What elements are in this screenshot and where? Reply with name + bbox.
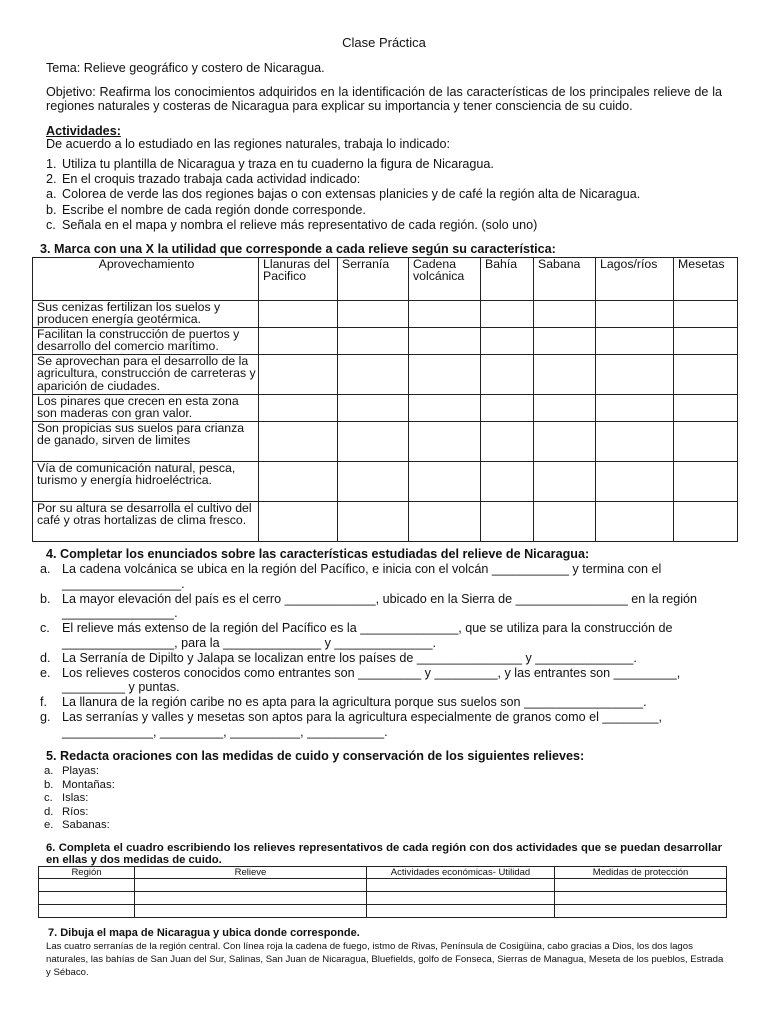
answer-cell[interactable] (481, 301, 534, 328)
answer-cell[interactable] (259, 502, 338, 542)
column-header: Cadena volcánica (409, 258, 481, 301)
table-row (39, 879, 727, 892)
answer-cell[interactable] (481, 328, 534, 355)
table-row (33, 328, 738, 355)
answer-cell[interactable] (409, 395, 481, 422)
column-header: Aprovechamiento (33, 258, 259, 301)
list-item: b. Escribe el nombre de cada región donde corresponde. (46, 202, 366, 217)
table-header-row (33, 258, 738, 301)
answer-cell[interactable] (338, 502, 409, 542)
answer-cell[interactable] (39, 879, 135, 892)
column-header: Mesetas (674, 258, 738, 301)
answer-cell[interactable] (534, 502, 596, 542)
row-description: Vía de comunicación natural, pesca, turismo y energía hidroeléctrica. (33, 462, 259, 502)
table-row (39, 905, 727, 918)
row-description: Los pinares que crecen en esta zona son maderas con gran valor. (33, 395, 259, 422)
section-4-heading: 4. Completar los enunciados sobre las características estudiadas del relieve de Nicaragua: (46, 547, 590, 561)
section-3-heading: 3. Marca con una X la utilidad que corresponde a cada relieve según su característica: (40, 242, 556, 256)
answer-cell[interactable] (135, 905, 367, 918)
answer-cell[interactable] (259, 355, 338, 395)
answer-cell[interactable] (674, 395, 738, 422)
list-item: d. Ríos: (44, 805, 89, 818)
column-header: Lagos/ríos (596, 258, 674, 301)
section-4-list (40, 562, 730, 740)
answer-cell[interactable] (596, 395, 674, 422)
page-title: Clase Práctica (342, 35, 426, 50)
column-header: Llanuras del Pacifico (259, 258, 338, 301)
table-row (33, 355, 738, 395)
column-header: Serranía (338, 258, 409, 301)
answer-cell[interactable] (259, 395, 338, 422)
table-row (33, 462, 738, 502)
row-description: Por su altura se desarrolla el cultivo del café y otras hortalizas de clima fresco. (33, 502, 259, 542)
list-item: e. Los relieves costeros conocidos como entrantes son _________ y _________, y las entrantes son _________, _________ y puntas. (40, 665, 681, 695)
table-row (33, 502, 738, 542)
answer-cell[interactable] (674, 502, 738, 542)
answer-cell[interactable] (674, 462, 738, 502)
row-description: Sus cenizas fertilizan los suelos y producen energía geotérmica. (33, 301, 259, 328)
table-header-row (39, 867, 727, 879)
answer-cell[interactable] (534, 395, 596, 422)
answer-cell[interactable] (596, 301, 674, 328)
answer-cell[interactable] (534, 328, 596, 355)
answer-cell[interactable] (596, 328, 674, 355)
table-row (33, 395, 738, 422)
list-item: b. Montañas: (44, 778, 115, 791)
row-description: Son propicias sus suelos para crianza de ganado, sirven de limites (33, 422, 259, 462)
answer-cell[interactable] (338, 422, 409, 462)
answer-cell[interactable] (534, 355, 596, 395)
section-5-list (44, 765, 115, 833)
answer-cell[interactable] (481, 355, 534, 395)
list-item: a. Colorea de verde las dos regiones bajas o con extensas planicies y de café la región alta de Nicaragua. (46, 187, 641, 202)
answer-cell[interactable] (338, 301, 409, 328)
column-header: Relieve (135, 867, 367, 879)
answer-cell[interactable] (409, 301, 481, 328)
list-item: c. Islas: (44, 792, 89, 804)
list-item: f. La llanura de la región caribe no es apta para la agricultura porque sus suelos son _________________. (40, 695, 647, 710)
instruccion-line: De acuerdo a lo estudiado en las regiones naturales, trabaja lo indicado: (46, 137, 450, 151)
section-7-heading: 7. Dibuja el mapa de Nicaragua y ubica donde corresponde. (48, 927, 360, 939)
answer-cell[interactable] (259, 328, 338, 355)
region-table (38, 866, 727, 918)
answer-cell[interactable] (555, 892, 727, 905)
answer-cell[interactable] (674, 301, 738, 328)
actividades-label: Actividades: (46, 124, 121, 138)
section-7-text: Las cuatro serranías de la región central. Con línea roja la cadena de fuego, istmo de Rivas, Península de Cosigüina, cabo gracias a Dios, los dos lagos naturales, las bahías de San Juan del Sur, Salinas, San Juan de Nicaragua, Bluefields, golfo de Fonseca, Sierras de Managua, Meseta de los pueblos, Estrada y Sébaco. (46, 941, 724, 978)
list-item: g. Las serranías y valles y mesetas son aptos para la agricultura especialmente de granos como el ________, _____________, _________, __________, ___________. (40, 709, 662, 739)
list-item: c. El relieve más extenso de la región del Pacífico es la ______________, que se utiliza para la construcción de ________________, para la ______________ y ______________. (40, 621, 673, 650)
answer-cell[interactable] (555, 905, 727, 918)
answer-cell[interactable] (135, 879, 367, 892)
column-header: Medidas de protección (555, 867, 727, 879)
answer-cell[interactable] (596, 502, 674, 542)
table-row (39, 892, 727, 905)
answer-cell[interactable] (674, 328, 738, 355)
answer-cell[interactable] (534, 462, 596, 502)
answer-cell[interactable] (367, 879, 555, 892)
column-header: Región (39, 867, 135, 879)
answer-cell[interactable] (409, 502, 481, 542)
table-row (33, 422, 738, 462)
answer-cell[interactable] (39, 905, 135, 918)
objetivo-paragraph: Objetivo: Reafirma los conocimientos adquiridos en la identificación de las características de los principales relieve de la regiones naturales y costeras de Nicaragua para explicar su importancia y tener consciencia de su cuido. (46, 85, 722, 113)
answer-cell[interactable] (409, 462, 481, 502)
list-item: d. La Serranía de Dipilto y Jalapa se localizan entre los países de _______________ y ______________. (40, 650, 637, 665)
answer-cell[interactable] (367, 905, 555, 918)
answer-cell[interactable] (481, 422, 534, 462)
answer-cell[interactable] (596, 355, 674, 395)
tema-line: Tema: Relieve geográfico y costero de Nicaragua. (46, 61, 325, 75)
answer-cell[interactable] (674, 422, 738, 462)
answer-cell[interactable] (409, 355, 481, 395)
utility-table (32, 257, 738, 542)
answer-cell[interactable] (39, 892, 135, 905)
row-description: Facilitan la construcción de puertos y desarrollo del comercio marítimo. (33, 328, 259, 355)
answer-cell[interactable] (259, 462, 338, 502)
answer-cell[interactable] (409, 422, 481, 462)
column-header: Bahía (481, 258, 534, 301)
answer-cell[interactable] (338, 355, 409, 395)
list-item: 2. En el croquis trazado trabaja cada actividad indicado: (46, 172, 361, 187)
list-item: e. Sabanas: (44, 819, 110, 831)
answer-cell[interactable] (409, 328, 481, 355)
answer-cell[interactable] (338, 395, 409, 422)
list-item: 1. Utiliza tu plantilla de Nicaragua y traza en tu cuaderno la figura de Nicaragua. (46, 157, 494, 171)
answer-cell[interactable] (481, 502, 534, 542)
column-header: Sabana (534, 258, 596, 301)
section-6-heading: 6. Completa el cuadro escribiendo los relieves representativos de cada región con dos actividades que se puedan desarrollar en ellas y dos medidas de cuido. (46, 842, 722, 866)
answer-cell[interactable] (338, 462, 409, 502)
section-5-heading: 5. Redacta oraciones con las medidas de cuido y conservación de los siguientes relieves: (46, 749, 585, 763)
answer-cell[interactable] (596, 462, 674, 502)
table-row (33, 301, 738, 328)
answer-cell[interactable] (596, 422, 674, 462)
answer-cell[interactable] (259, 301, 338, 328)
column-header: Actividades económicas- Utilidad (367, 867, 555, 879)
list-item: c. Señala en el mapa y nombra el relieve más representativo de cada región. (solo uno) (46, 217, 538, 232)
list-item: a. Playas: (44, 765, 100, 777)
list-item: b. La mayor elevación del país es el cerro _____________, ubicado en la Sierra de ________________ en la región ________________. (40, 591, 698, 621)
row-description: Se aprovechan para el desarrollo de la agricultura, construcción de carreteras y aparición de ciudades. (33, 355, 259, 395)
answer-cell[interactable] (481, 462, 534, 502)
answer-cell[interactable] (338, 328, 409, 355)
answer-cell[interactable] (367, 892, 555, 905)
answer-cell[interactable] (481, 395, 534, 422)
answer-cell[interactable] (534, 301, 596, 328)
answer-cell[interactable] (135, 892, 367, 905)
answer-cell[interactable] (555, 879, 727, 892)
answer-cell[interactable] (674, 355, 738, 395)
activity-list (46, 157, 726, 233)
answer-cell[interactable] (259, 422, 338, 462)
list-item: a. La cadena volcánica se ubica en la región del Pacífico, e inicia con el volcán ___________ y termina con el _________________. (40, 562, 662, 591)
answer-cell[interactable] (534, 422, 596, 462)
